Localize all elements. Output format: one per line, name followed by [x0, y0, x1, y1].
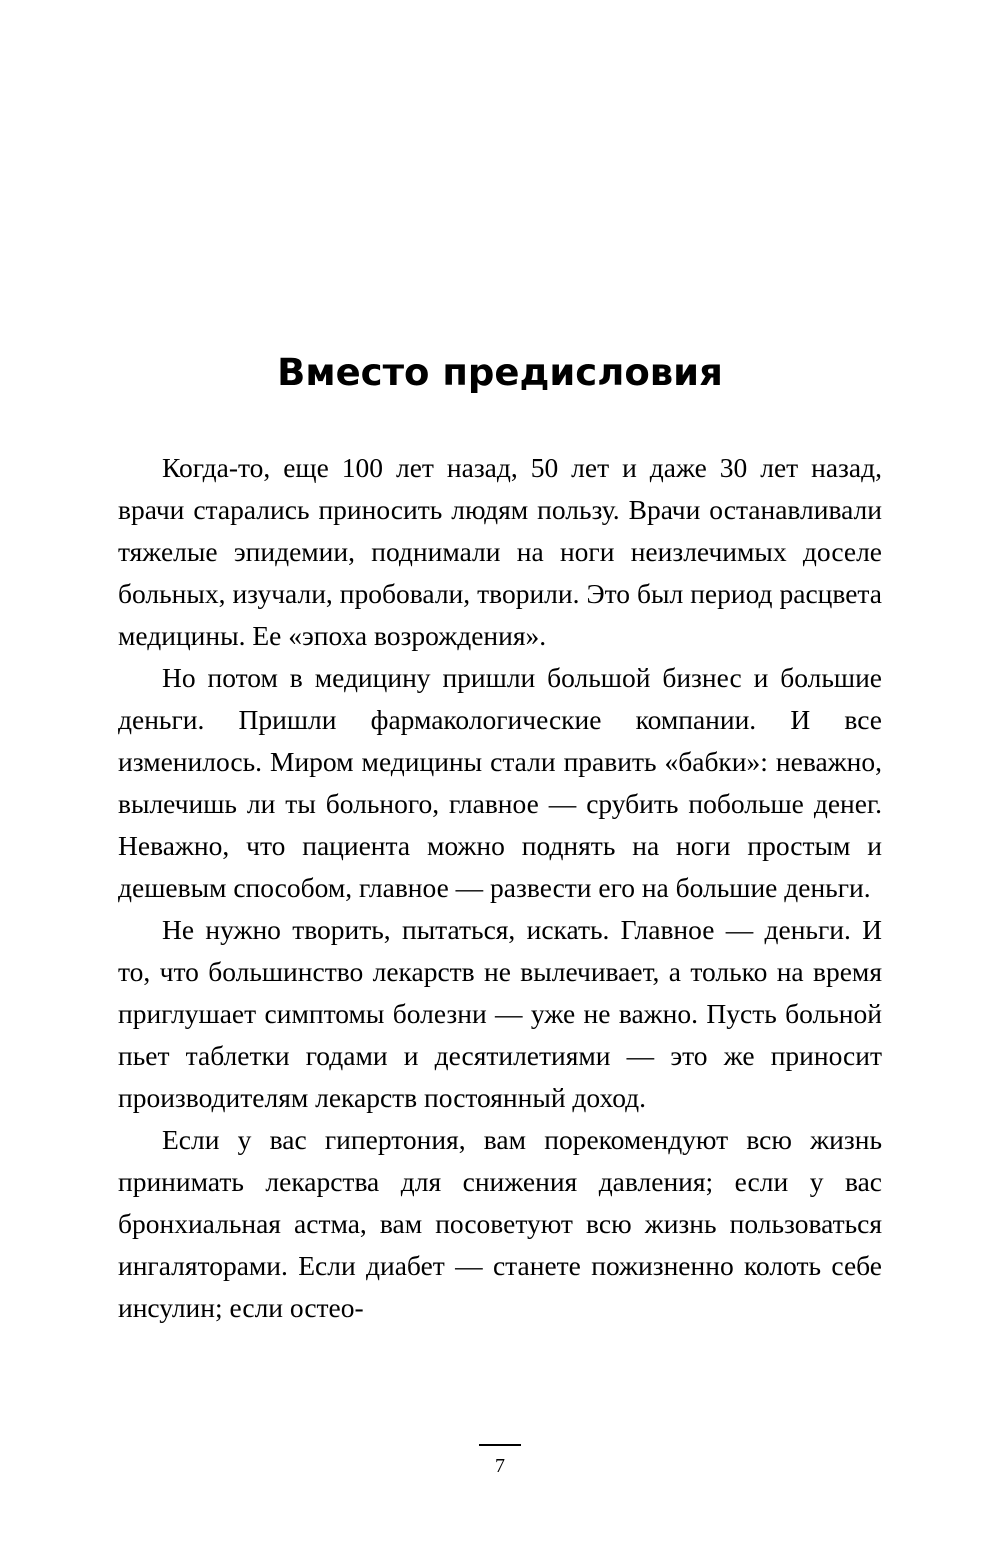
page-number: 7: [495, 1455, 505, 1477]
footer-divider: [479, 1444, 521, 1446]
page-content: [118, 352, 882, 1329]
page-footer: [0, 1444, 1000, 1476]
paragraph: Не нужно творить, пытаться, искать. Главное — деньги. И то, что большинство лекарств не вылечивает, а только на время приглушает симптомы болезни — уже не важно. Пусть больной пьет таблетки годами и десятилетиями — это же приносит производителям лекарств постоянный доход.: [118, 913, 882, 1113]
page-title: Вместо предисловия: [277, 351, 723, 394]
paragraph: Когда-то, еще 100 лет назад, 50 лет и даже 30 лет назад, врачи старались приносить людям пользу. Врачи останавливали тяжелые эпидемии, поднимали на ноги неизлечимых доселе больных, изучали, пробовали, творили. Это был период расцвета медицины. Ее «эпоха возрождения».: [118, 451, 882, 651]
body-text: [118, 447, 882, 1329]
paragraph: Если у вас гипертония, вам порекомендуют всю жизнь принимать лекарства для снижения давления; если у вас бронхиальная астма, вам посоветуют всю жизнь пользоваться ингаляторами. Если диабет — станете пожизненно колоть себе инсулин; если остео-: [118, 1123, 882, 1323]
paragraph: Но потом в медицину пришли большой бизнес и большие деньги. Пришли фармакологические компании. И все изменилось. Миром медицины стали править «бабки»: неважно, вылечишь ли ты больного, главное — срубить побольше денег. Неважно, что пациента можно поднять на ноги простым и дешевым способом, главное — развести его на большие деньги.: [118, 661, 882, 903]
